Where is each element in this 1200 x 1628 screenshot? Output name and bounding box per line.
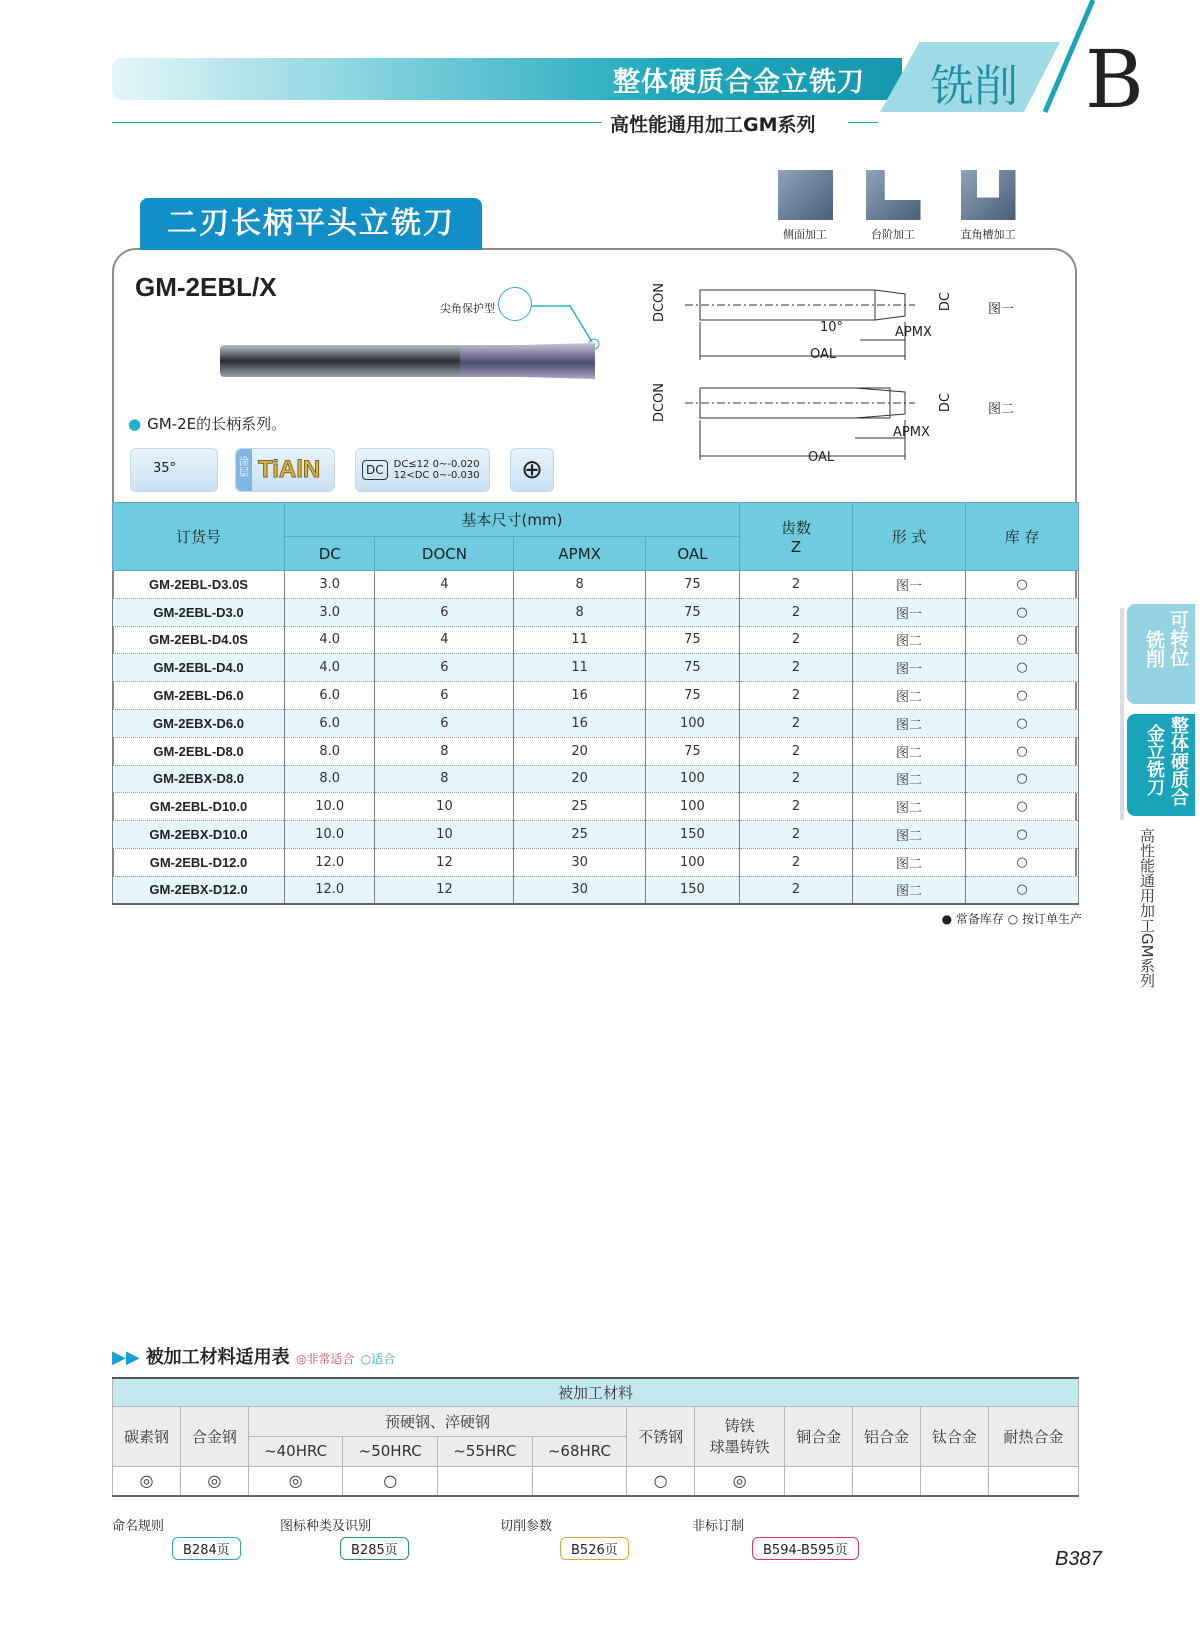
cell-z: 2	[740, 654, 853, 682]
mat-col: 铜合金	[785, 1406, 853, 1466]
cell-code: GM-2EBL-D3.0	[113, 598, 285, 626]
cell-code: GM-2EBL-D8.0	[113, 737, 285, 765]
cell-stock: ○	[966, 682, 1079, 710]
table-row	[113, 571, 1079, 599]
tolerance-line: 12<DC 0~-0.030	[393, 470, 480, 481]
cell-apmx: 30	[514, 876, 645, 904]
slot-milling-icon	[961, 170, 1016, 220]
suitability-cell	[532, 1466, 627, 1496]
helix-angle: 35°	[153, 461, 177, 476]
cell-docn: 4	[375, 626, 514, 654]
materials-caption: 被加工材料	[113, 1378, 1079, 1406]
mat-col: 合金钢	[180, 1406, 248, 1466]
cell-apmx: 30	[514, 848, 645, 876]
cell-code: GM-2EBX-D8.0	[113, 765, 285, 793]
cell-dc: 6.0	[285, 682, 375, 710]
col-basic-dims: 基本尺寸(mm)	[285, 503, 740, 537]
helix-angle-badge	[130, 448, 218, 492]
reference-page-link[interactable]: B284页	[172, 1537, 241, 1560]
table-row	[113, 876, 1079, 904]
reference-label: 命名规则	[112, 1519, 165, 1534]
hardness-col: ~50HRC	[343, 1436, 438, 1466]
mat-col: 不锈钢	[627, 1406, 695, 1466]
figure-1-label: 图一	[988, 302, 1015, 317]
cell-form: 图一	[853, 571, 966, 599]
cell-apmx: 8	[514, 598, 645, 626]
cell-code: GM-2EBL-D4.0S	[113, 626, 285, 654]
materials-title: 被加工材料适用表	[145, 1347, 290, 1368]
suitability-cell	[785, 1466, 853, 1496]
cell-dc: 8.0	[285, 765, 375, 793]
page-reference[interactable]	[280, 1515, 398, 1558]
reference-label: 切削参数	[500, 1519, 553, 1534]
section-label: 铣削	[930, 61, 1018, 112]
cell-stock: ○	[966, 571, 1079, 599]
cell-z: 2	[740, 571, 853, 599]
cell-stock: ○	[966, 821, 1079, 849]
mat-col	[695, 1406, 785, 1466]
hardness-col: ~55HRC	[438, 1436, 533, 1466]
col-stock: 库 存	[966, 503, 1079, 571]
legend-suitable: ○适合	[360, 1352, 396, 1366]
table-row	[113, 793, 1079, 821]
table-row	[113, 765, 1079, 793]
cell-form: 图二	[853, 626, 966, 654]
cell-form: 图二	[853, 709, 966, 737]
tolerance-line: DC≤12 0~-0.020	[393, 459, 480, 470]
cell-stock: ○	[966, 626, 1079, 654]
cell-oal: 100	[645, 709, 739, 737]
suitability-cell: ◎	[113, 1466, 181, 1496]
cast-iron: 铸铁	[724, 1417, 755, 1435]
page-reference[interactable]	[692, 1515, 848, 1558]
operation-label: 侧面加工	[783, 228, 827, 241]
page-number: B387	[1055, 1548, 1102, 1570]
cell-z: 2	[740, 682, 853, 710]
table-row	[113, 737, 1079, 765]
cell-z: 2	[740, 709, 853, 737]
cell-dc: 10.0	[285, 821, 375, 849]
cell-form: 图二	[853, 793, 966, 821]
cell-z: 2	[740, 848, 853, 876]
coating-label: 涂层	[236, 449, 252, 491]
mat-col: 钛合金	[920, 1406, 988, 1466]
materials-table	[112, 1377, 1079, 1497]
table-row	[113, 654, 1079, 682]
cell-docn: 6	[375, 682, 514, 710]
dcon-label: DCON	[652, 383, 667, 423]
hardness-col: ~40HRC	[248, 1436, 343, 1466]
apmx-label: APMX	[895, 325, 932, 340]
cell-z: 2	[740, 765, 853, 793]
double-arrow-icon: ▶▶	[112, 1347, 140, 1368]
product-table	[112, 502, 1079, 905]
cell-docn: 10	[375, 821, 514, 849]
stock-legend: ● 常备库存 ○ 按订单生产	[941, 912, 1082, 926]
model-number: GM-2EBL/X	[135, 272, 277, 302]
angle-label: 10°	[820, 320, 844, 335]
operation-label: 台阶加工	[871, 228, 915, 241]
side-tab-text: 整体硬质合	[1168, 716, 1189, 806]
cell-oal: 75	[645, 598, 739, 626]
flutes-z: Z	[790, 538, 802, 556]
cell-form: 图一	[853, 598, 966, 626]
cell-apmx: 11	[514, 626, 645, 654]
corner-protection-label: 尖角保护型	[440, 302, 495, 315]
cell-oal: 75	[645, 571, 739, 599]
cell-oal: 75	[645, 626, 739, 654]
cell-docn: 12	[375, 876, 514, 904]
mat-col: 耐热合金	[988, 1406, 1078, 1466]
oal-label: OAL	[808, 450, 835, 465]
cell-dc: 12.0	[285, 848, 375, 876]
cell-form: 图二	[853, 848, 966, 876]
suitability-cell	[988, 1466, 1078, 1496]
suitability-cell	[853, 1466, 921, 1496]
side-rule	[1120, 608, 1124, 820]
col-order-no: 订货号	[113, 503, 285, 571]
cell-dc: 12.0	[285, 876, 375, 904]
col-apmx: APMX	[514, 537, 645, 571]
cell-z: 2	[740, 876, 853, 904]
operation-side	[770, 170, 840, 242]
cell-stock: ○	[966, 709, 1079, 737]
flutes-label: 齿数	[780, 519, 811, 537]
apmx-label: APMX	[893, 425, 930, 440]
side-tab-indexable[interactable]	[1127, 604, 1195, 704]
cell-stock: ○	[966, 848, 1079, 876]
mat-col: 预硬钢、淬硬钢	[248, 1406, 626, 1436]
cell-dc: 3.0	[285, 571, 375, 599]
col-flutes	[740, 503, 853, 571]
suitability-cell: ○	[343, 1466, 438, 1496]
reference-page-link[interactable]: B594-B595页	[752, 1537, 859, 1560]
cell-docn: 4	[375, 571, 514, 599]
cell-oal: 150	[645, 876, 739, 904]
cell-dc: 6.0	[285, 709, 375, 737]
dc-label: DC	[938, 393, 953, 413]
mat-col: 碳素钢	[113, 1406, 181, 1466]
step-milling-icon	[866, 170, 921, 220]
flute-type-badge	[510, 448, 554, 492]
cell-form: 图二	[853, 876, 966, 904]
cell-docn: 6	[375, 598, 514, 626]
cell-oal: 100	[645, 765, 739, 793]
dc-label: DC	[938, 292, 953, 312]
cell-form: 图二	[853, 737, 966, 765]
end-view-icon: ⊕	[521, 455, 543, 485]
cell-z: 2	[740, 821, 853, 849]
cell-oal: 150	[645, 821, 739, 849]
cell-apmx: 20	[514, 737, 645, 765]
col-docn: DOCN	[375, 537, 514, 571]
cell-stock: ○	[966, 737, 1079, 765]
cell-z: 2	[740, 626, 853, 654]
cell-apmx: 16	[514, 709, 645, 737]
cell-z: 2	[740, 598, 853, 626]
reference-label: 非标订制	[692, 1519, 745, 1534]
cell-z: 2	[740, 793, 853, 821]
cell-form: 图二	[853, 682, 966, 710]
cell-oal: 75	[645, 654, 739, 682]
suitability-cell	[438, 1466, 533, 1496]
cell-docn: 8	[375, 765, 514, 793]
divider	[848, 122, 878, 123]
cell-code: GM-2EBL-D6.0	[113, 682, 285, 710]
cell-apmx: 8	[514, 571, 645, 599]
col-dc: DC	[285, 537, 375, 571]
cell-form: 图一	[853, 654, 966, 682]
coating-name: TiAlN	[258, 456, 321, 483]
cell-apmx: 25	[514, 793, 645, 821]
operation-step	[858, 170, 928, 242]
cell-oal: 100	[645, 848, 739, 876]
operation-slot	[948, 170, 1028, 242]
dc-symbol: DC	[362, 460, 388, 480]
col-oal: OAL	[645, 537, 739, 571]
cell-code: GM-2EBX-D12.0	[113, 876, 285, 904]
cell-code: GM-2EBX-D6.0	[113, 709, 285, 737]
cell-code: GM-2EBL-D4.0	[113, 654, 285, 682]
cell-form: 图二	[853, 765, 966, 793]
pointer-arrow	[530, 300, 600, 350]
reference-page-link[interactable]: B285页	[340, 1537, 409, 1560]
table-row	[113, 709, 1079, 737]
side-tab-text: 金立铣刀	[1144, 724, 1165, 796]
suitability-cell: ◎	[248, 1466, 343, 1496]
reference-page-link[interactable]: B526页	[560, 1537, 629, 1560]
cell-apmx: 11	[514, 654, 645, 682]
cell-stock: ○	[966, 793, 1079, 821]
page-reference[interactable]	[500, 1515, 618, 1558]
cell-code: GM-2EBL-D12.0	[113, 848, 285, 876]
chapter-letter: B	[1085, 33, 1144, 126]
side-tab-solid-carbide[interactable]	[1127, 714, 1195, 816]
cell-docn: 10	[375, 793, 514, 821]
cell-docn: 12	[375, 848, 514, 876]
cell-dc: 10.0	[285, 793, 375, 821]
product-title: 二刃长柄平头立铣刀	[140, 198, 482, 250]
cell-docn: 8	[375, 737, 514, 765]
cell-stock: ○	[966, 654, 1079, 682]
coating-badge	[235, 448, 335, 492]
figure-2-label: 图二	[988, 402, 1015, 417]
end-mill-flute	[460, 343, 595, 379]
cell-dc: 3.0	[285, 598, 375, 626]
cell-oal: 75	[645, 737, 739, 765]
cell-apmx: 20	[514, 765, 645, 793]
tolerance-badge	[355, 448, 490, 492]
cell-stock: ○	[966, 876, 1079, 904]
feature-note: ● GM-2E的长柄系列。	[128, 413, 286, 434]
suitability-cell: ◎	[180, 1466, 248, 1496]
cell-z: 2	[740, 737, 853, 765]
reference-label: 图标种类及识别	[280, 1519, 372, 1534]
cell-code: GM-2EBL-D10.0	[113, 793, 285, 821]
cell-form: 图二	[853, 821, 966, 849]
suitability-cell	[920, 1466, 988, 1496]
series-subtitle: 高性能通用加工GM系列	[610, 114, 816, 136]
side-tab-text: 铣削	[1143, 630, 1165, 668]
oal-label: OAL	[810, 347, 837, 362]
cell-apmx: 16	[514, 682, 645, 710]
corner-detail-icon	[498, 287, 532, 321]
table-row	[113, 821, 1079, 849]
cell-code: GM-2EBL-D3.0S	[113, 571, 285, 599]
cell-oal: 75	[645, 682, 739, 710]
dcon-label: DCON	[652, 283, 667, 323]
table-row	[113, 848, 1079, 876]
cell-stock: ○	[966, 765, 1079, 793]
cell-dc: 4.0	[285, 654, 375, 682]
col-form: 形 式	[853, 503, 966, 571]
legend-very-suitable: ◎非常适合	[295, 1352, 355, 1366]
cell-docn: 6	[375, 654, 514, 682]
cell-docn: 6	[375, 709, 514, 737]
divider	[112, 122, 602, 123]
operation-label: 直角槽加工	[960, 228, 1016, 241]
side-tab-text: 可转位	[1167, 610, 1189, 667]
cell-apmx: 25	[514, 821, 645, 849]
suitability-cell: ○	[627, 1466, 695, 1496]
ductile-iron: 球墨铸铁	[709, 1438, 770, 1456]
cell-stock: ○	[966, 598, 1079, 626]
cell-code: GM-2EBX-D10.0	[113, 821, 285, 849]
hardness-col: ~68HRC	[532, 1436, 627, 1466]
side-milling-icon	[778, 170, 833, 220]
mat-col: 铝合金	[853, 1406, 921, 1466]
cell-dc: 4.0	[285, 626, 375, 654]
category-title: 整体硬质合金立铣刀	[613, 67, 865, 98]
cell-oal: 100	[645, 793, 739, 821]
side-subtitle: 高性能通用加工GM系列	[1138, 828, 1156, 988]
table-row	[113, 598, 1079, 626]
suitability-cell: ◎	[695, 1466, 785, 1496]
cell-dc: 8.0	[285, 737, 375, 765]
materials-heading	[112, 1343, 395, 1369]
table-row	[113, 626, 1079, 654]
page-reference[interactable]	[112, 1515, 230, 1558]
table-row	[113, 682, 1079, 710]
